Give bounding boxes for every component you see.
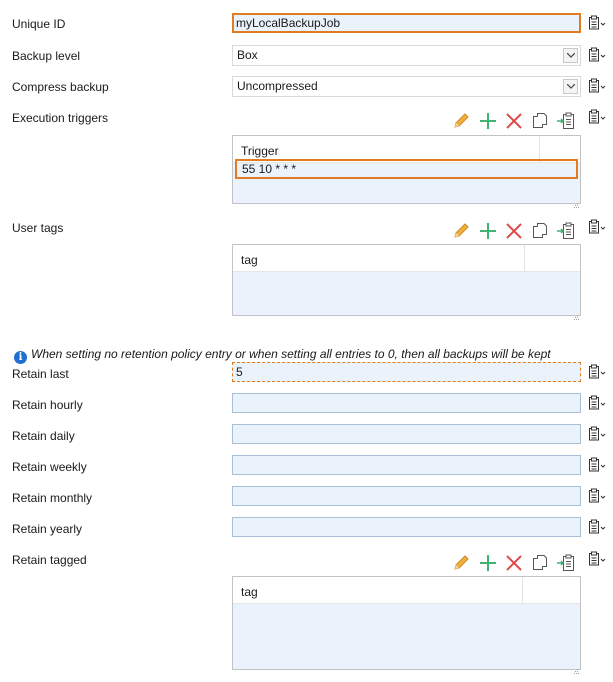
clipboard-icon[interactable] [587, 426, 609, 442]
copy-icon[interactable] [529, 220, 551, 242]
grid-header [233, 577, 580, 604]
retain-last-input[interactable]: 5 [232, 362, 581, 382]
triggers-grid[interactable] [232, 135, 581, 204]
pencil-icon[interactable] [450, 110, 472, 132]
retain-weekly-input[interactable] [232, 455, 581, 475]
retain-monthly-label: Retain monthly [12, 491, 93, 505]
retain-monthly-input[interactable] [232, 486, 581, 506]
retain-tagged-toolbar [450, 552, 580, 574]
x-icon[interactable] [503, 110, 525, 132]
resize-grip[interactable] [574, 197, 579, 202]
user-tags-grid[interactable] [232, 244, 581, 316]
plus-icon[interactable] [477, 552, 499, 574]
table-row[interactable]: 55 10 * * * [235, 159, 578, 179]
clipboard-icon[interactable] [587, 364, 609, 380]
triggers-toolbar [450, 110, 580, 132]
retain-last-label: Retain last [12, 367, 69, 381]
compress-backup-value: Uncompressed [237, 79, 318, 93]
tag-column-header[interactable]: tag [241, 585, 258, 599]
x-icon[interactable] [503, 220, 525, 242]
plus-icon[interactable] [477, 110, 499, 132]
compress-backup-select[interactable] [232, 76, 581, 97]
tag-column-header[interactable]: tag [241, 253, 258, 267]
clipboard-icon[interactable] [587, 78, 609, 94]
paste-icon[interactable] [555, 552, 577, 574]
retention-note-text: When setting no retention policy entry or when setting all entries to 0, then all backups will be kept [31, 347, 551, 361]
execution-triggers-label: Execution triggers [12, 111, 109, 125]
unique-id-input[interactable]: myLocalBackupJob [232, 13, 581, 33]
clipboard-icon[interactable] [587, 219, 609, 235]
copy-icon[interactable] [529, 552, 551, 574]
pencil-icon[interactable] [450, 220, 472, 242]
clipboard-icon[interactable] [587, 15, 609, 31]
grid-header [233, 245, 580, 272]
clipboard-icon[interactable] [587, 488, 609, 504]
retain-yearly-input[interactable] [232, 517, 581, 537]
paste-icon[interactable] [555, 110, 577, 132]
info-icon: i [14, 351, 27, 364]
resize-grip[interactable] [574, 309, 579, 314]
copy-icon[interactable] [529, 110, 551, 132]
retain-hourly-input[interactable] [232, 393, 581, 413]
retain-daily-label: Retain daily [12, 429, 75, 443]
compress-backup-label: Compress backup [12, 80, 109, 94]
trigger-column-header[interactable]: Trigger [241, 144, 279, 158]
clipboard-icon[interactable] [587, 47, 609, 63]
retain-yearly-label: Retain yearly [12, 522, 83, 536]
retain-tagged-grid[interactable] [232, 576, 581, 670]
retain-hourly-label: Retain hourly [12, 398, 83, 412]
backup-level-select[interactable] [232, 45, 581, 66]
user-tags-toolbar [450, 220, 580, 242]
pencil-icon[interactable] [450, 552, 472, 574]
chevron-down-icon[interactable] [563, 79, 578, 94]
unique-id-label: Unique ID [12, 17, 66, 31]
backup-level-label: Backup level [12, 49, 81, 63]
clipboard-icon[interactable] [587, 551, 609, 567]
backup-level-value: Box [237, 48, 258, 62]
x-icon[interactable] [503, 552, 525, 574]
plus-icon[interactable] [477, 220, 499, 242]
clipboard-icon[interactable] [587, 109, 609, 125]
clipboard-icon[interactable] [587, 395, 609, 411]
clipboard-icon[interactable] [587, 457, 609, 473]
retain-weekly-label: Retain weekly [12, 460, 87, 474]
clipboard-icon[interactable] [587, 519, 609, 535]
user-tags-label: User tags [12, 221, 64, 235]
paste-icon[interactable] [555, 220, 577, 242]
chevron-down-icon[interactable] [563, 48, 578, 63]
retain-daily-input[interactable] [232, 424, 581, 444]
retain-tagged-label: Retain tagged [12, 553, 87, 567]
resize-grip[interactable] [574, 663, 579, 668]
